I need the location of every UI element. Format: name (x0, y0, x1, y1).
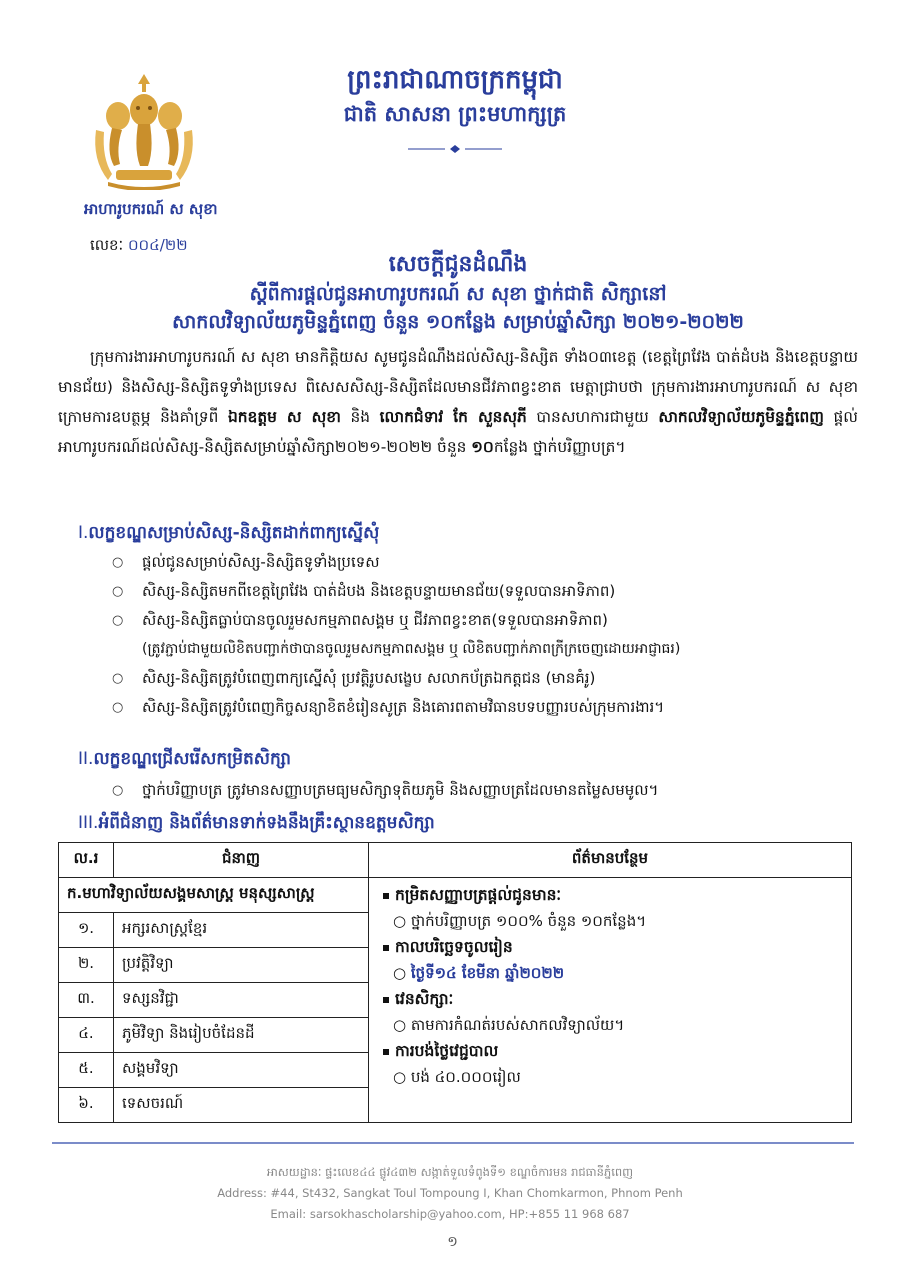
section-3-roman: III. (78, 813, 99, 833)
title-line-3: សាកលវិទ្យាល័យភូមិន្ទភ្នំពេញ ចំនួន ១០កន្លែង សម្រាប់ឆ្នាំសិក្សា ២០២១-២០២២ (172, 311, 744, 333)
circle-bullet-icon: ○ (112, 613, 124, 628)
national-motto: ជាតិ សាសនា ព្រះមហាក្សត្រ (343, 102, 567, 126)
info-value-text: ថ្នាក់បរិញ្ញាបត្រ ១០០% ចំនួន ១០កន្លែង។ (410, 912, 647, 930)
table-header-row (59, 843, 852, 878)
intro-text: បានសហការជាមួយ (536, 408, 649, 426)
section-2-roman: II. (78, 749, 94, 769)
row-number: ២. (59, 948, 114, 983)
intro-paragraph (58, 342, 858, 462)
info-value (383, 960, 837, 986)
title-main: សេចក្ដីជូនដំណឹង (388, 252, 528, 277)
intro-bold-university: សាកលវិទ្យាល័យភូមិន្ទភ្នំពេញ (658, 408, 824, 426)
reference-value: ០០៤/២២ (127, 236, 188, 254)
circle-bullet-icon: ○ (393, 912, 411, 930)
row-skill: សង្គមវិទ្យា (114, 1053, 369, 1088)
square-bullet-icon (383, 893, 389, 899)
kingdom-title: ព្រះរាជាណាចក្រកម្ពុជា (347, 65, 563, 95)
row-skill: ទេសចរណ៍ (114, 1088, 369, 1123)
header-info: ព័ត៌មានបន្ថែម (369, 843, 852, 878)
logo-caption: អាហារូបករណ៍ ស សុខា (84, 200, 218, 218)
intro-text: ផ្តល់អាហារូបករណ៍ដល់សិស្ស-និស្សិតសម្រាប់ឆ្នាំសិក្សា២០២១-២០២២ ចំនួន (58, 408, 858, 456)
section-3-title: អំពីជំនាញ និងព័ត៌មានទាក់ទងនឹងគ្រឹះស្ថានឧត្តមសិក្សា (98, 813, 435, 833)
info-value (383, 908, 837, 934)
list-item (112, 548, 857, 577)
table-row (59, 878, 852, 913)
list-item-text: ថ្នាក់បរិញ្ញាបត្រ ត្រូវមានសញ្ញាបត្រមធ្យមសិក្សាទុតិយភូមិ និងសញ្ញាបត្រដែលមានតម្លៃសមមូល។ (142, 781, 659, 799)
list-item (112, 606, 857, 635)
info-value (383, 1012, 837, 1038)
list-item (112, 577, 857, 606)
page-number: ១ (447, 1234, 458, 1250)
divider-ornament (290, 142, 620, 156)
circle-bullet-icon: ○ (112, 671, 124, 686)
intro-text: ក្រុមការងារអាហារូបករណ៍ ស សុខា មានកិត្តិយស សូមជូនដំណឹងដល់សិស្ស-និស្សិត ទាំង០៣ខេត្ត (ខេត្តព្រៃវែង បាត់ដំបង និងខេត្តបន្ទាយមានជ័យ) និងសិស្ស-និស្សិតទូទាំងប្រទេស ពិសេសសិស្ស-និស្សិតដែលមានជីវភាពខ្វះខាត មេត្តាជ្រាបថា ក្រុមការងារអាហារូបករណ៍ ស សុខា ក្រោមការឧបត្ថម្ភ និងគាំទ្រពី (58, 348, 858, 426)
circle-bullet-icon: ○ (112, 783, 124, 798)
intro-bold-name-2: លោកជំទាវ កែ សួនសុភី (379, 408, 527, 426)
info-heading-text: កម្រិតសញ្ញាបត្រផ្តល់ជូនមានៈ (395, 886, 562, 904)
row-number: ៦. (59, 1088, 114, 1123)
footer (150, 1162, 750, 1225)
info-value-text: បង់ ៤០.០០០រៀល (410, 1068, 521, 1086)
intro-text: និង (350, 408, 371, 426)
reference-label: លេខៈ (90, 236, 124, 254)
list-item-text: សិស្ស-និស្សិតត្រូវបំពេញកិច្ចសន្យាខិតខំរៀនសូត្រ និងគោរពតាមវិធានបទបញ្ញារបស់ក្រុមការងារ។ (142, 698, 665, 716)
list-item-note (112, 635, 857, 664)
circle-bullet-icon: ○ (112, 700, 124, 715)
header-no: ល.រ (59, 843, 114, 878)
section-2-title: លក្ខខណ្ឌជ្រើសរើសកម្រិតសិក្សា (93, 749, 291, 769)
square-bullet-icon (383, 945, 389, 951)
header-skill: ជំនាញ (114, 843, 369, 878)
info-heading-text: កាលបរិច្ឆេទចូលរៀន (395, 938, 513, 956)
info-value-text: តាមការកំណត់របស់សាកលវិទ្យាល័យ។ (410, 1016, 625, 1034)
section-1-title: លក្ខខណ្ឌសម្រាប់សិស្ស-និស្សិតដាក់ពាក្យស្នើសុំ (88, 523, 380, 543)
circle-bullet-icon: ○ (393, 1068, 411, 1086)
row-skill: ភូមិវិទ្យា និងរៀបចំដែនដី (114, 1018, 369, 1053)
footer-contact: Email: sarsokhascholarship@yahoo.com, HP:+855 11 968 687 (270, 1207, 630, 1221)
majors-table (58, 842, 852, 1123)
footer-divider (52, 1142, 854, 1144)
list-item (112, 664, 857, 693)
section-1-list (112, 548, 857, 722)
faculty-name: ក.មហាវិទ្យាល័យសង្គមសាស្ត្រ មនុស្សសាស្ត្រ (59, 878, 369, 913)
list-item-text: ផ្តល់ជូនសម្រាប់សិស្ស-និស្សិតទូទាំងប្រទេស (142, 553, 380, 571)
row-skill: ប្រវត្តិវិទ្យា (114, 948, 369, 983)
intro-text: កន្លែង ថ្នាក់បរិញ្ញាបត្រ។ (493, 438, 626, 456)
document-header (290, 62, 620, 160)
info-value (383, 1064, 837, 1090)
notice-title (58, 250, 858, 336)
square-bullet-icon (383, 997, 389, 1003)
info-heading-text: វេនសិក្សាៈ (395, 990, 454, 1008)
elephant-emblem-logo (88, 70, 200, 190)
section-1-heading (78, 522, 379, 547)
list-item-text: សិស្ស-និស្សិតមកពីខេត្តព្រៃវែង បាត់ដំបង និងខេត្តបន្ទាយមានជ័យ(ទទួលបានអាទិភាព) (142, 582, 616, 600)
circle-bullet-icon: ○ (112, 584, 124, 599)
info-heading-text: ការបង់ថ្លៃវេជ្ជបាល (395, 1042, 499, 1060)
section-3-heading (78, 812, 435, 837)
circle-bullet-icon: ○ (393, 1016, 411, 1034)
row-number: ៣. (59, 983, 114, 1018)
info-heading (383, 882, 837, 908)
list-item (112, 693, 857, 722)
info-heading (383, 1038, 837, 1064)
intro-bold-count: ១០ (471, 438, 494, 456)
intro-bold-name-1: ឯកឧត្តម ស សុខា (228, 408, 341, 426)
list-item-text: សិស្ស-និស្សិតធ្លាប់បានចូលរួមសកម្មភាពសង្គម ឬ ជីវភាពខ្វះខាត(ទទួលបានអាទិភាព) (142, 611, 608, 629)
footer-address-khmer: អាសយដ្ឋានៈ ផ្ទះលេខ៤៤ ផ្លូវ៤៣២ សង្កាត់ទួលទំពូងទី១ ខណ្ឌចំការមន រាជធានីភ្នំពេញ (266, 1165, 634, 1179)
row-number: ៥. (59, 1053, 114, 1088)
info-heading (383, 934, 837, 960)
section-2-heading (78, 748, 291, 773)
row-number: ១. (59, 913, 114, 948)
circle-bullet-icon: ○ (393, 964, 411, 982)
list-item-text: សិស្ស-និស្សិតត្រូវបំពេញពាក្យស្នើសុំ ប្រវត្តិរូបសង្ខេប សលាកប័ត្រឯកត្តជន (មានគំរូ) (142, 669, 596, 687)
section-1-roman: I. (78, 523, 89, 543)
circle-bullet-icon: ○ (112, 555, 124, 570)
title-line-2: ស្តីពីការផ្តល់ជូនអាហារូបករណ៍ ស សុខា ថ្នាក់ជាតិ សិក្សានៅ (249, 283, 667, 305)
row-skill: ទស្សនវិជ្ជា (114, 983, 369, 1018)
list-item-note-text: (ត្រូវភ្ជាប់ជាមួយលិខិតបញ្ជាក់ថាបានចូលរួមសកម្មភាពសង្គម ឬ លិខិតបញ្ជាក់ភាពក្រីក្រចេញដោយអាជ្ញាធរ) (142, 641, 681, 657)
square-bullet-icon (383, 1049, 389, 1055)
info-value-text: ថ្ងៃទី១៤ ខែមីនា ឆ្នាំ២០២២ (410, 964, 565, 982)
row-number: ៤. (59, 1018, 114, 1053)
list-item (112, 776, 857, 805)
section-2-list (112, 776, 857, 805)
footer-address-english: Address: #44, St432, Sangkat Toul Tompoung I, Khan Chomkarmon, Phnom Penh (217, 1186, 683, 1200)
info-heading (383, 986, 837, 1012)
info-cell (369, 878, 852, 1123)
row-skill: អក្សរសាស្ត្រខ្មែរ (114, 913, 369, 948)
